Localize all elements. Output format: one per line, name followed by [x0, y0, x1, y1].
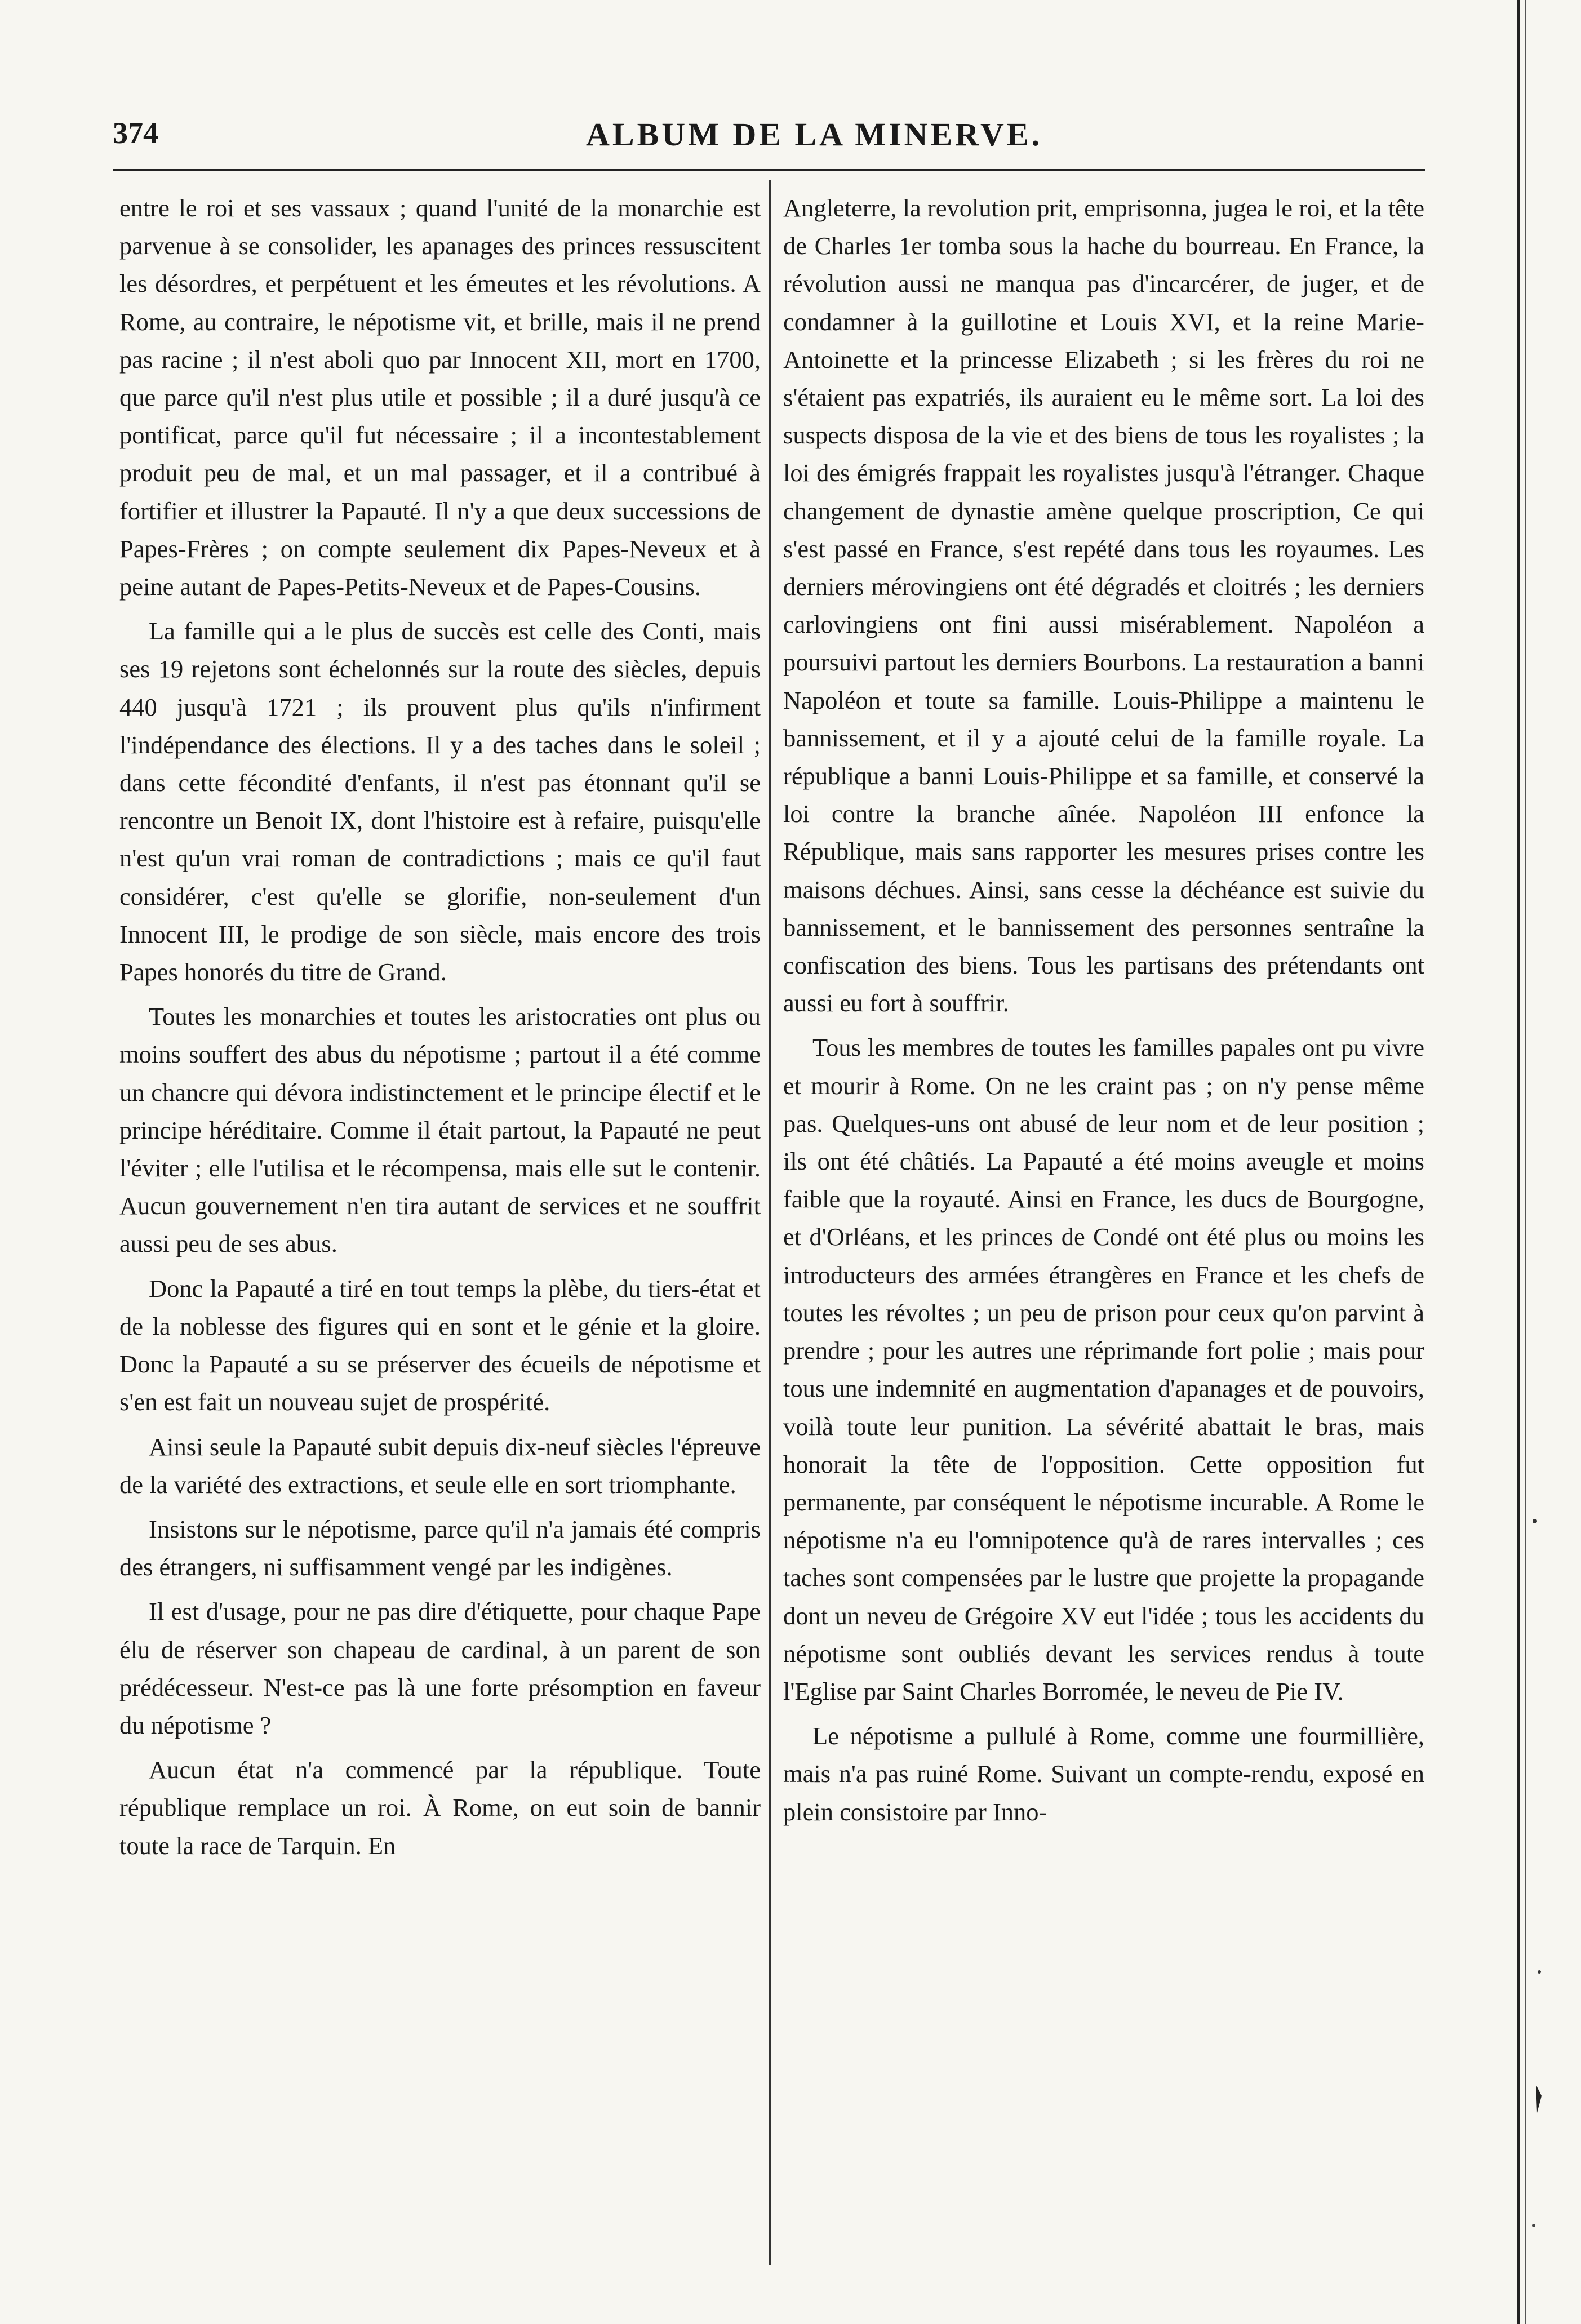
page-header [113, 115, 1420, 166]
running-title: ALBUM DE LA MINERVE. [586, 116, 1043, 153]
ink-specks [1528, 1352, 1551, 2310]
paragraph: Ainsi seule la Papauté subit depuis dix-neuf siècles l'épreuve de la variété des extractions, et seule elle en sort triomphante. [119, 1432, 761, 1499]
paragraph: Donc la Papauté a tiré en tout temps la plèbe, du tiers-état et de la noblesse des figures qui en sont et le génie et la gloire. Donc la Papauté a su se préserver des écueils de népotisme et s'en est fait un nouveau sujet de prospérité. [119, 1274, 761, 1416]
binding-edge-shadow [1525, 0, 1526, 2324]
paragraph: Insistons sur le népotisme, parce qu'il n'a jamais été compris des étrangers, ni suffisamment vengé par les indigènes. [119, 1514, 761, 1581]
paragraph: Angleterre, la revolution prit, emprisonna, jugea le roi, et la tête de Charles 1er tomba sous la hache du bourreau. En France, la révolution aussi ne manqua pas d'incarcérer, de juger, et de condamner à la guillotine et Louis XVI, et la reine Marie-Antoinette et la princesse Elizabeth ; si les frères du roi ne s'étaient pas expatriés, ils auraient eu le même sort. La loi des suspects disposa de la vie et des biens de tous les royalistes ; la loi des émigrés frappait les royalistes jusqu'à l'étranger. Chaque changement de dynastie amène quelque proscription, Ce qui s'est passé en France, s'est repété dans tous les royaumes. Les derniers mérovingiens ont été dégradés et cloitrés ; les derniers carlovingiens ont fini aussi misérablement. Napoléon a poursuivi partout les derniers Bourbons. La restauration a banni Napoléon et toute sa famille. Louis-Philippe a maintenu le bannissement, et il y a ajouté celui de la famille royale. La république a banni Louis-Philippe et sa famille, et conservé la loi contre la branche aînée. Napoléon III enfonce la République, mais sans rapporter les mesures prises contre les maisons déchues. Ainsi, sans cesse la déchéance est suivie du bannissement, et le bannissement des personnes sentraîne la confiscation des biens. Tous les partisans des prétendants ont aussi eu fort à souffrir. [783, 194, 1424, 1017]
right-column [783, 189, 1424, 1831]
paragraph: entre le roi et ses vassaux ; quand l'unité de la monarchie est parvenue à se consolider, les apanages des princes ressuscitent les désordres, et perpétuent et les émeutes et les révolutions. A Rome, au contraire, le népotisme vit, et brille, mais il ne prend pas racine ; il n'est aboli quo par Innocent XII, mort en 1700, que parce qu'il n'est plus utile et possible ; il a duré jusqu'à ce pontificat, parce qu'il fut nécessaire ; il a incontestablement produit peu de mal, et un mal passager, et il a contribué à fortifier et illustrer la Papauté. Il n'y a que deux successions de Papes-Frères ; on compte seulement dix Papes-Neveux et à peine autant de Papes-Petits-Neveux et de Papes-Cousins. [119, 194, 761, 601]
paragraph: Le népotisme a pullulé à Rome, comme une fourmillière, mais n'a pas ruiné Rome. Suivant un compte-rendu, exposé en plein consistoire par Inno- [783, 1722, 1424, 1826]
binding-edge [1517, 0, 1520, 2324]
header-rule [113, 169, 1425, 171]
page-number: 374 [113, 116, 158, 150]
paragraph: Aucun état n'a commencé par la république. Toute république remplace un roi. À Rome, on eut soin de bannir toute la race de Tarquin. En [119, 1756, 761, 1860]
paragraph: Il est d'usage, pour ne pas dire d'étiquette, pour chaque Pape élu de réserver son chapeau de cardinal, à un parent de son prédécesseur. N'est-ce pas là une forte présomption en faveur du népotisme ? [119, 1597, 761, 1739]
paragraph: Tous les membres de toutes les familles papales ont pu vivre et mourir à Rome. On ne les craint pas ; on n'y pense même pas. Quelques-uns ont abusé de leur nom et de leur position ; ils ont été châtiés. La Papauté a été moins aveugle et moins faible que la royauté. Ainsi en France, les ducs de Bourgogne, et d'Orléans, et les princes de Condé ont été plus ou moins les introducteurs des armées étrangères en France et les chefs de toutes les révoltes ; un peu de prison pour ceux qu'on parvint à prendre ; pour les autres une réprimande fort polie ; mais pour tous une indemnité en augmentation d'apanages et de pouvoirs, voilà toute leur punition. La sévérité abattait le bras, mais honorait la tête de l'opposition. Cette opposition fut permanente, par conséquent le népotisme incurable. A Rome le népotisme n'a eu l'omnipotence qu'à de rares intervalles ; ces taches sont compensées par le lustre que projette la propagande dont un neveu de Grégoire XV eut l'idée ; tous les accidents du népotisme sont oubliés devant les services rendus à toute l'Eglise par Saint Charles Borromée, le neveu de Pie IV. [783, 1033, 1424, 1705]
column-divider [769, 180, 771, 2265]
left-column [119, 189, 761, 1865]
paragraph: Toutes les monarchies et toutes les aristocraties ont plus ou moins souffert des abus du népotisme ; partout il a été comme un chancre qui dévora indistinctement et le principe électif et le principe héréditaire. Comme il était partout, la Papauté ne peut l'éviter ; elle l'utilisa et le récompensa, mais elle sut le contenir. Aucun gouvernement n'en tira autant de services et ne souffrit aussi peu de ses abus. [119, 1002, 761, 1258]
paragraph: La famille qui a le plus de succès est celle des Conti, mais ses 19 rejetons sont échelonnés sur la route des siècles, depuis 440 jusqu'à 1721 ; ils prouvent plus qu'ils n'infirment l'indépendance des élections. Il y a des taches dans le soleil ; dans cette fécondité d'enfants, il n'est pas étonnant qu'il se rencontre un Benoit IX, dont l'histoire est à refaire, puisqu'elle n'est qu'un vrai roman de contradictions ; mais ce qu'il faut considérer, c'est qu'elle se glorifie, non-seulement d'un Innocent III, le prodige de son siècle, mais encore des trois Papes honorés du titre de Grand. [119, 617, 761, 987]
